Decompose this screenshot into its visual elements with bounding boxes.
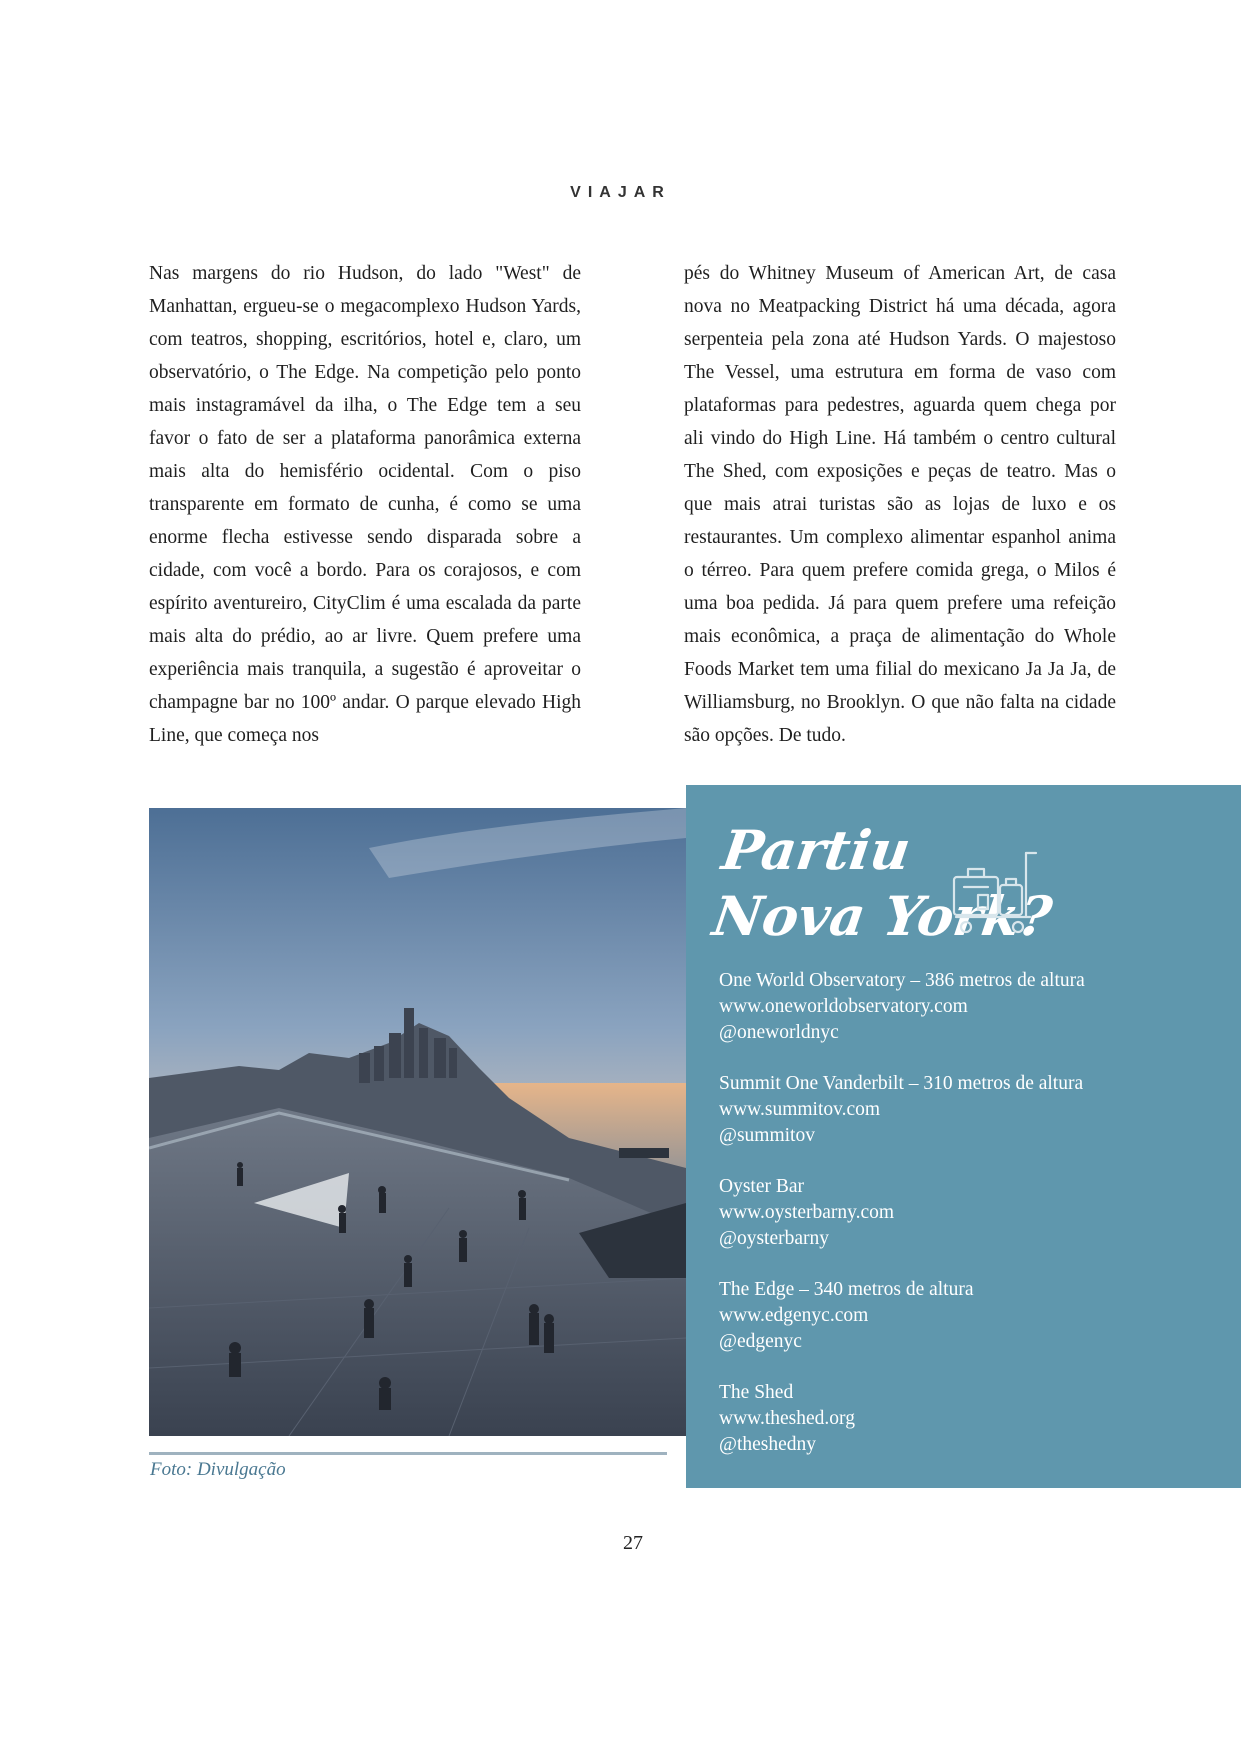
attraction-entry <box>719 968 1219 1046</box>
attraction-name: The Shed <box>719 1382 794 1403</box>
photo-illustration <box>149 808 686 1436</box>
attraction-entry <box>719 1277 1219 1355</box>
luggage-cart-icon <box>948 847 1048 937</box>
attraction-entry <box>719 1174 1219 1252</box>
article-paragraph-right: pés do Whitney Museum of American Art, de casa nova no Meatpacking District há uma década, agora serpenteia pela zona até Hudson Yards. O majestoso The Vessel, uma estrutura em forma de vaso com plataformas para pedestres, aguarda quem chega por ali vindo do High Line. Há também o centro cultural The Shed, com exposições e peças de teatro. Mas o que mais atrai turistas são as lojas de luxo e os restaurantes. Um complexo alimentar espanhol anima o térreo. Para quem prefere comida grega, o Milos é uma boa pedida. Já para quem prefere uma refeição mais econômica, a praça de alimentação do Whole Foods Market tem uma filial do mexicano Ja Ja Ja, de Williamsburg, no Brooklyn. O que não falta na cidade são opções. De tudo. <box>684 263 1116 746</box>
attraction-name: One World Observatory – 386 metros de altura <box>719 970 1085 991</box>
attraction-handle: @edgenyc <box>719 1331 802 1352</box>
article-column-left <box>149 257 581 752</box>
section-label: VIAJAR <box>570 184 671 201</box>
photo-divider <box>149 1452 667 1455</box>
attraction-handle: @theshedny <box>719 1434 817 1455</box>
info-box-title-line2: Nova York? <box>708 884 1056 948</box>
attraction-handle: @summitov <box>719 1125 815 1146</box>
attraction-list <box>719 968 1219 1483</box>
info-box <box>686 785 1241 1488</box>
attraction-website: www.summitov.com <box>719 1099 881 1120</box>
edge-observation-deck-photo <box>149 808 686 1436</box>
attraction-website: www.oysterbarny.com <box>719 1202 895 1223</box>
attraction-name: Summit One Vanderbilt – 310 metros de altura <box>719 1073 1084 1094</box>
article-column-right <box>684 257 1116 752</box>
attraction-website: www.edgenyc.com <box>719 1305 869 1326</box>
attraction-website: www.oneworldobservatory.com <box>719 996 968 1017</box>
attraction-name: Oyster Bar <box>719 1176 805 1197</box>
attraction-entry <box>719 1380 1219 1458</box>
attraction-website: www.theshed.org <box>719 1408 855 1429</box>
article-paragraph-left: Nas margens do rio Hudson, do lado "West" de Manhattan, ergueu-se o megacomplexo Hudson Yards, com teatros, shopping, escritórios, hotel e, claro, um observatório, o The Edge. Na competição pelo ponto mais instagramável da ilha, o The Edge tem a seu favor o fato de ser a plataforma panorâmica externa mais alta do hemisfério ocidental. Com o piso transparente em formato de cunha, é como se uma enorme flecha estivesse sendo disparada sobre a cidade, com você a bordo. Para os corajosos, e com espírito aventureiro, CityClim é uma escalada da parte mais alta do prédio, ao ar livre. Quem prefere uma experiência mais tranquila, a sugestão é aproveitar o champagne bar no 100º andar. O parque elevado High Line, que começa nos <box>149 263 581 746</box>
attraction-handle: @oneworldnyc <box>719 1022 839 1043</box>
attraction-entry <box>719 1071 1219 1149</box>
page-number: 27 <box>623 1532 643 1554</box>
photo-caption: Foto: Divulgação <box>150 1459 286 1480</box>
attraction-handle: @oysterbarny <box>719 1228 830 1249</box>
info-box-title-line1: Partiu <box>718 818 915 882</box>
attraction-name: The Edge – 340 metros de altura <box>719 1279 974 1300</box>
